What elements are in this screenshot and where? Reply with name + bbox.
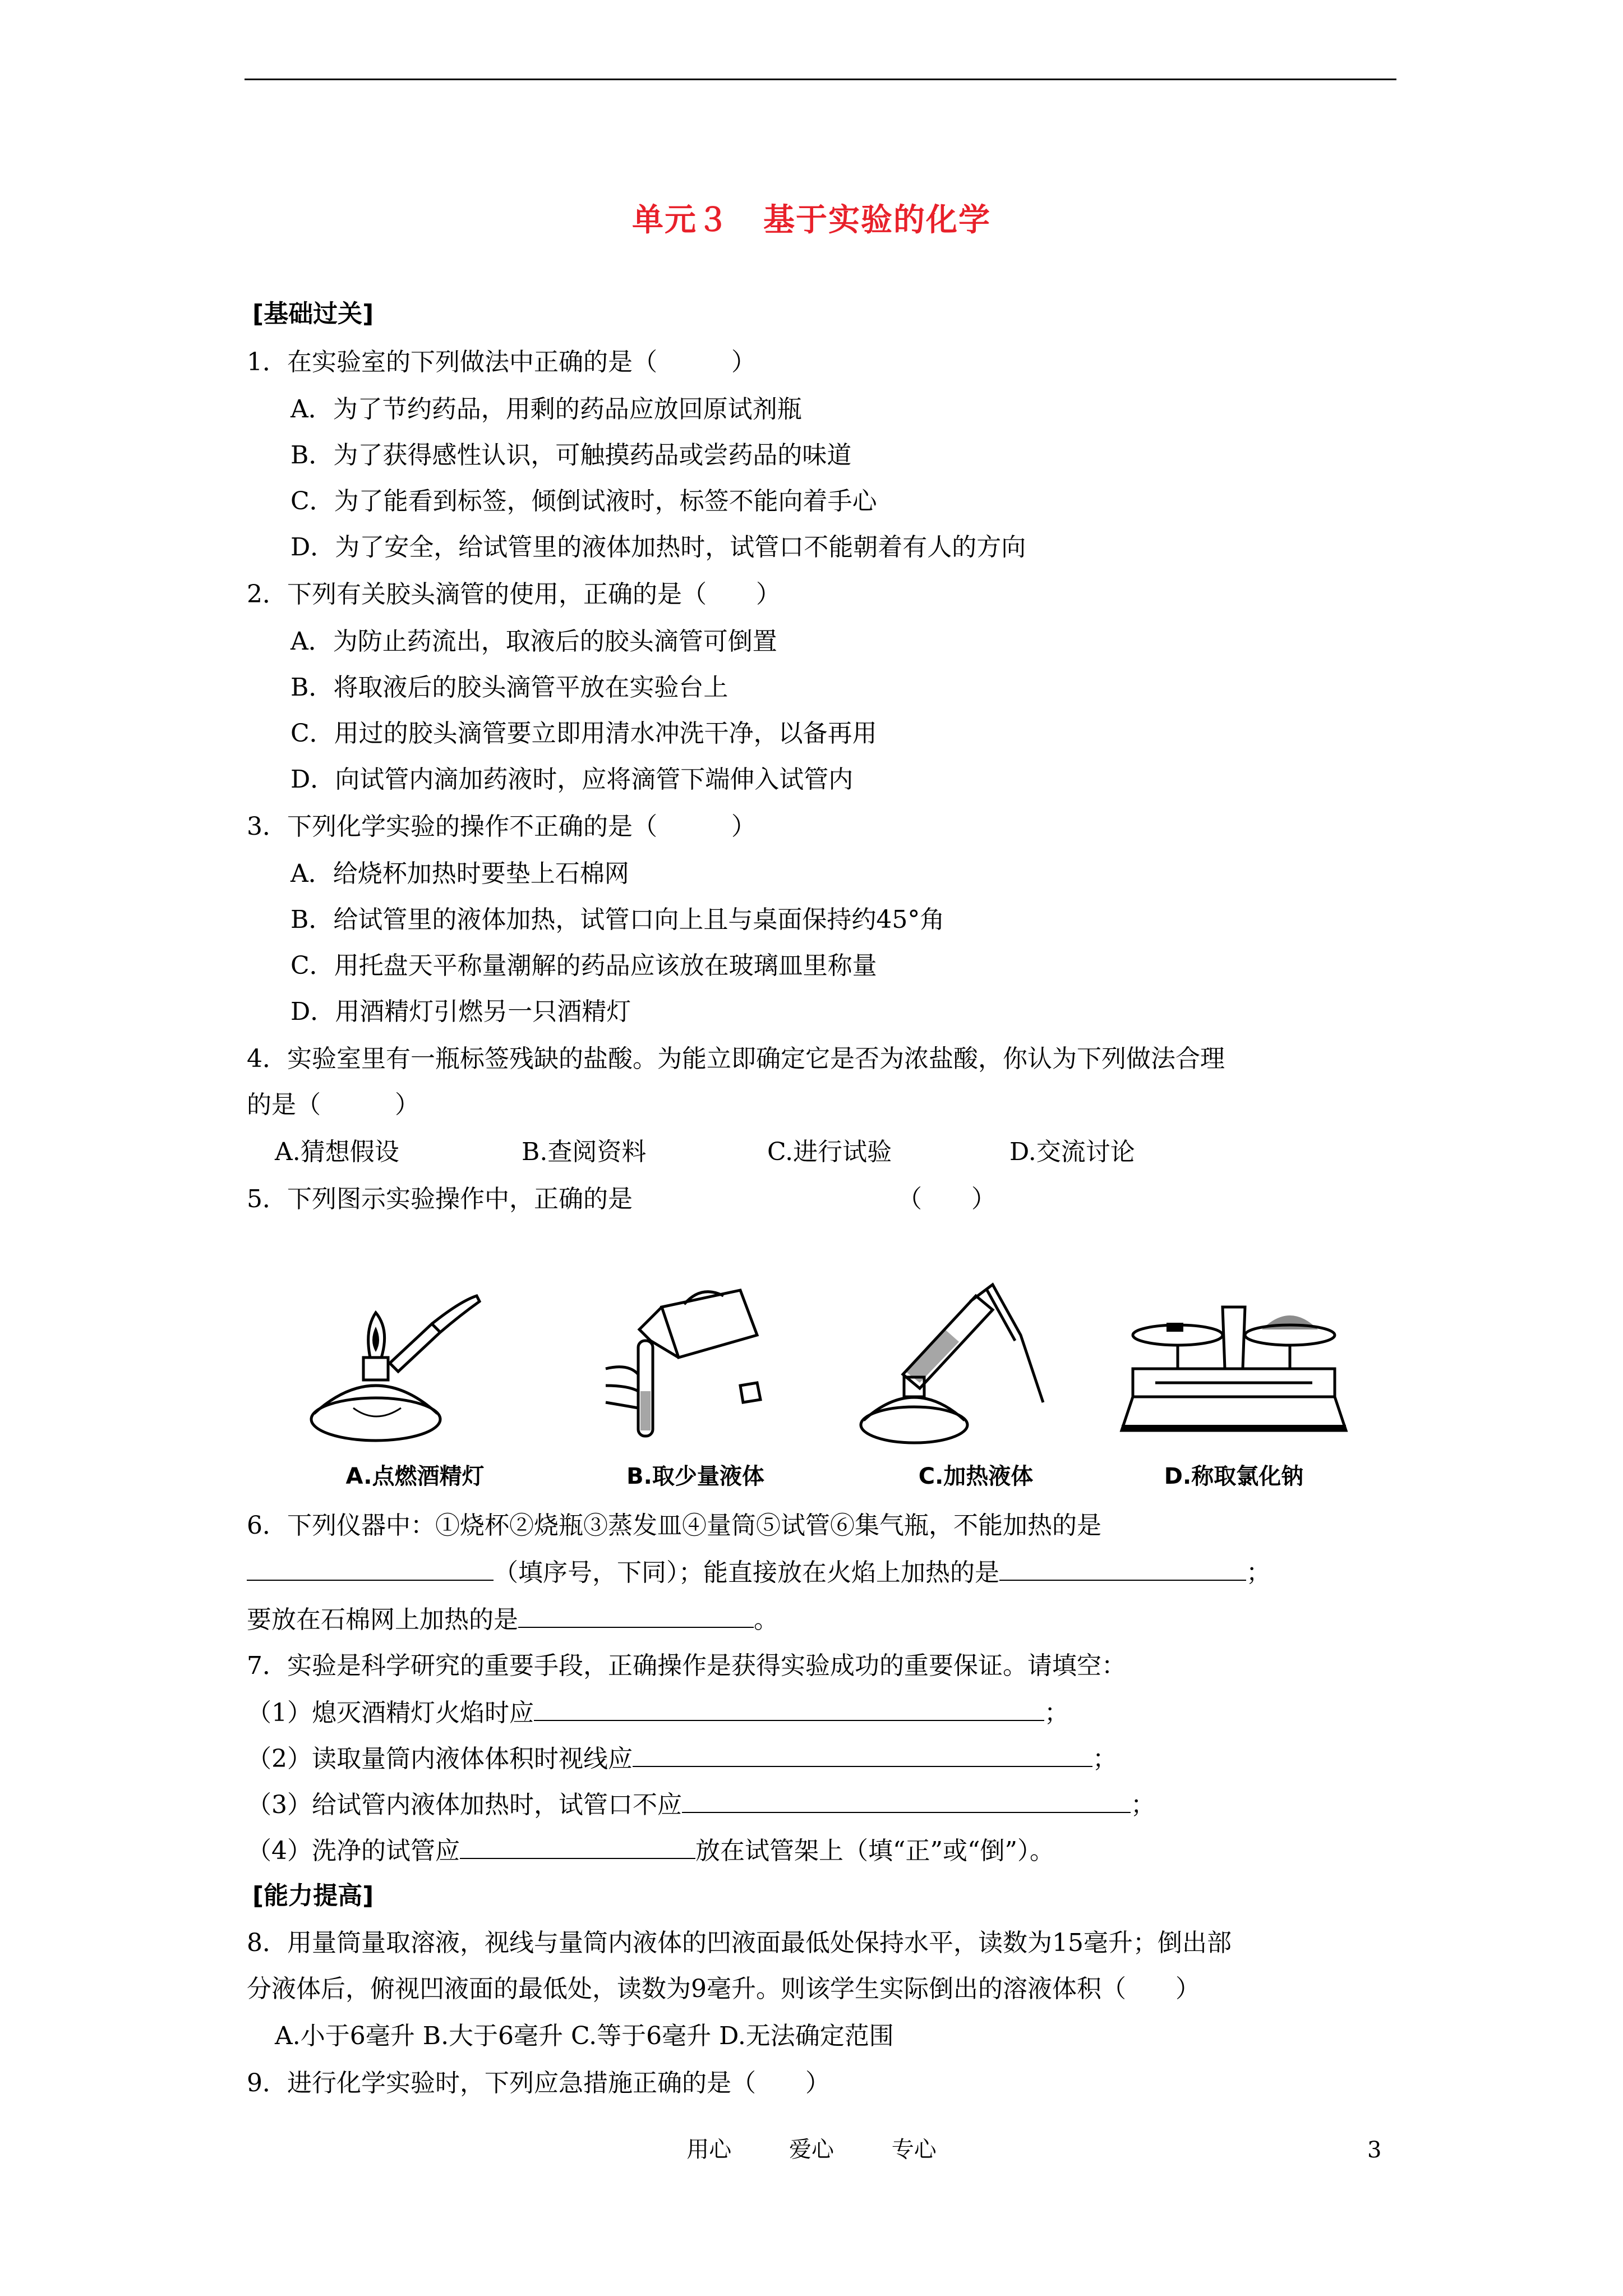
question-3-option-a: A．给烧杯加热时要垫上石棉网 <box>291 859 629 888</box>
figure-a-caption: A.点燃酒精灯 <box>345 1464 485 1489</box>
question-3-option-d: D．用酒精灯引燃另一只酒精灯 <box>291 997 631 1026</box>
question-1-stem: 1．在实验室的下列做法中正确的是（ ） <box>247 348 756 376</box>
blank-asbestos-heat[interactable] <box>518 1602 754 1628</box>
blank-cannot-heat[interactable] <box>247 1555 494 1581</box>
question-6-line1: 6．下列仪器中：①烧杯②烧瓶③蒸发皿④量筒⑤试管⑥集气瓶，不能加热的是 <box>247 1511 1101 1540</box>
blank-7-1[interactable] <box>534 1695 1044 1721</box>
question-4-stem-line1: 4．实验室里有一瓶标签残缺的盐酸。为能立即确定它是否为浓盐酸，你认为下列做法合理 <box>247 1045 1225 1073</box>
question-3-option-b: B．给试管里的液体加热，试管口向上且与桌面保持约45°角 <box>291 905 945 934</box>
question-7-item-2 <box>247 1741 1117 1776</box>
question-1-option-a: A．为了节约药品，用剩的药品应放回原试剂瓶 <box>291 395 802 424</box>
figure-b <box>572 1273 819 1509</box>
title-unit: 单元３ <box>632 202 730 238</box>
question-2-option-c: C．用过的胶头滴管要立即用清水冲洗干净，以备再用 <box>291 719 877 748</box>
question-7-item-2-end: ； <box>1092 1745 1117 1773</box>
question-6-line3-end: 。 <box>754 1605 778 1634</box>
question-4-stem-line2: 的是（ ） <box>247 1091 419 1119</box>
question-7-stem: 7．实验是科学研究的重要手段，正确操作是获得实验成功的重要保证。请填空： <box>247 1651 1126 1680</box>
question-8-line1: 8．用量筒量取溶液，视线与量筒内液体的凹液面最低处保持水平，读数为15毫升；倒出部 <box>247 1929 1232 1957</box>
question-7-item-4-end: 放在试管架上（填“正”或“倒”）。 <box>695 1837 1054 1865</box>
figure-d <box>1110 1273 1357 1509</box>
question-5-answer-paren: （ ） <box>897 1185 996 1213</box>
alcohol-lamp-lighting-illustration <box>292 1273 538 1453</box>
question-3-stem: 3．下列化学实验的操作不正确的是（ ） <box>247 812 756 841</box>
pour-liquid-illustration <box>572 1273 819 1453</box>
question-9-stem: 9．进行化学实验时，下列应急措施正确的是（ ） <box>247 2069 830 2097</box>
blank-7-4[interactable] <box>460 1833 695 1859</box>
footer-word-1: 用心 <box>686 2137 732 2162</box>
question-6-line3 <box>247 1602 778 1637</box>
section-basic: [基础过关] <box>252 300 374 328</box>
question-2-option-a: A．为防止药流出，取液后的胶头滴管可倒置 <box>291 627 777 656</box>
question-1-option-c: C．为了能看到标签，倾倒试液时，标签不能向着手心 <box>291 487 877 516</box>
figure-a <box>292 1273 538 1509</box>
question-7-item-3-end: ； <box>1131 1791 1155 1819</box>
question-4-option-a: A.猜想假设 <box>275 1138 399 1166</box>
page-title <box>0 195 1623 240</box>
footer-word-3: 专心 <box>891 2137 937 2162</box>
blank-7-2[interactable] <box>633 1741 1092 1767</box>
question-7-item-3 <box>247 1787 1155 1822</box>
question-6-line2-end: ； <box>1246 1558 1271 1587</box>
question-7-item-1-end: ； <box>1044 1699 1069 1727</box>
question-6-line2-text: （填序号，下同）；能直接放在火焰上加热的是 <box>494 1558 999 1587</box>
question-3-option-c: C．用托盘天平称量潮解的药品应该放在玻璃皿里称量 <box>291 951 877 980</box>
question-8-line2: 分液体后，俯视凹液面的最低处，读数为9毫升。则该学生实际倒出的溶液体积（ ） <box>247 1975 1200 2003</box>
title-topic: 基于实验的化学 <box>763 202 991 238</box>
question-7-item-1-text: （1）熄灭酒精灯火焰时应 <box>247 1699 534 1727</box>
footer-word-2: 爱心 <box>789 2137 834 2162</box>
section-advanced: [能力提高] <box>252 1881 374 1910</box>
question-7-item-4-text: （4）洗净的试管应 <box>247 1837 460 1865</box>
question-1-option-b: B．为了获得感性认识，可触摸药品或尝药品的味道 <box>291 441 852 470</box>
header-rule <box>245 79 1396 80</box>
figure-c <box>852 1273 1099 1509</box>
blank-direct-heat[interactable] <box>999 1555 1246 1581</box>
question-4-option-c: C.进行试验 <box>767 1138 892 1166</box>
question-2-option-b: B．将取液后的胶头滴管平放在实验台上 <box>291 673 728 702</box>
question-6-line2 <box>247 1555 1271 1590</box>
figure-b-caption: B.取少量液体 <box>626 1464 764 1489</box>
question-8-options: A.小于6毫升 B.大于6毫升 C.等于6毫升 D.无法确定范围 <box>275 2022 894 2050</box>
figure-c-caption: C.加热液体 <box>918 1464 1034 1489</box>
question-1-option-d: D．为了安全，给试管里的液体加热时，试管口不能朝着有人的方向 <box>291 533 1026 562</box>
question-6-line3-text: 要放在石棉网上加热的是 <box>247 1605 518 1634</box>
blank-7-3[interactable] <box>682 1787 1131 1813</box>
question-7-item-1 <box>247 1695 1069 1730</box>
balance-weighing-illustration <box>1110 1273 1357 1453</box>
question-2-stem: 2．下列有关胶头滴管的使用，正确的是（ ） <box>247 580 781 609</box>
heating-test-tube-illustration <box>852 1273 1099 1453</box>
question-7-item-2-text: （2）读取量筒内液体体积时视线应 <box>247 1745 633 1773</box>
question-4-option-d: D.交流讨论 <box>1009 1138 1135 1166</box>
question-7-item-4 <box>247 1833 1054 1868</box>
question-5-figures <box>258 1273 1368 1509</box>
question-7-item-3-text: （3）给试管内液体加热时，试管口不应 <box>247 1791 682 1819</box>
question-5-stem: 5．下列图示实验操作中，正确的是 <box>247 1185 633 1213</box>
question-4-option-b: B.查阅资料 <box>522 1138 647 1166</box>
page-number: 3 <box>1367 2137 1382 2163</box>
question-2-option-d: D．向试管内滴加药液时，应将滴管下端伸入试管内 <box>291 765 854 794</box>
figure-d-caption: D.称取氯化钠 <box>1164 1464 1304 1489</box>
